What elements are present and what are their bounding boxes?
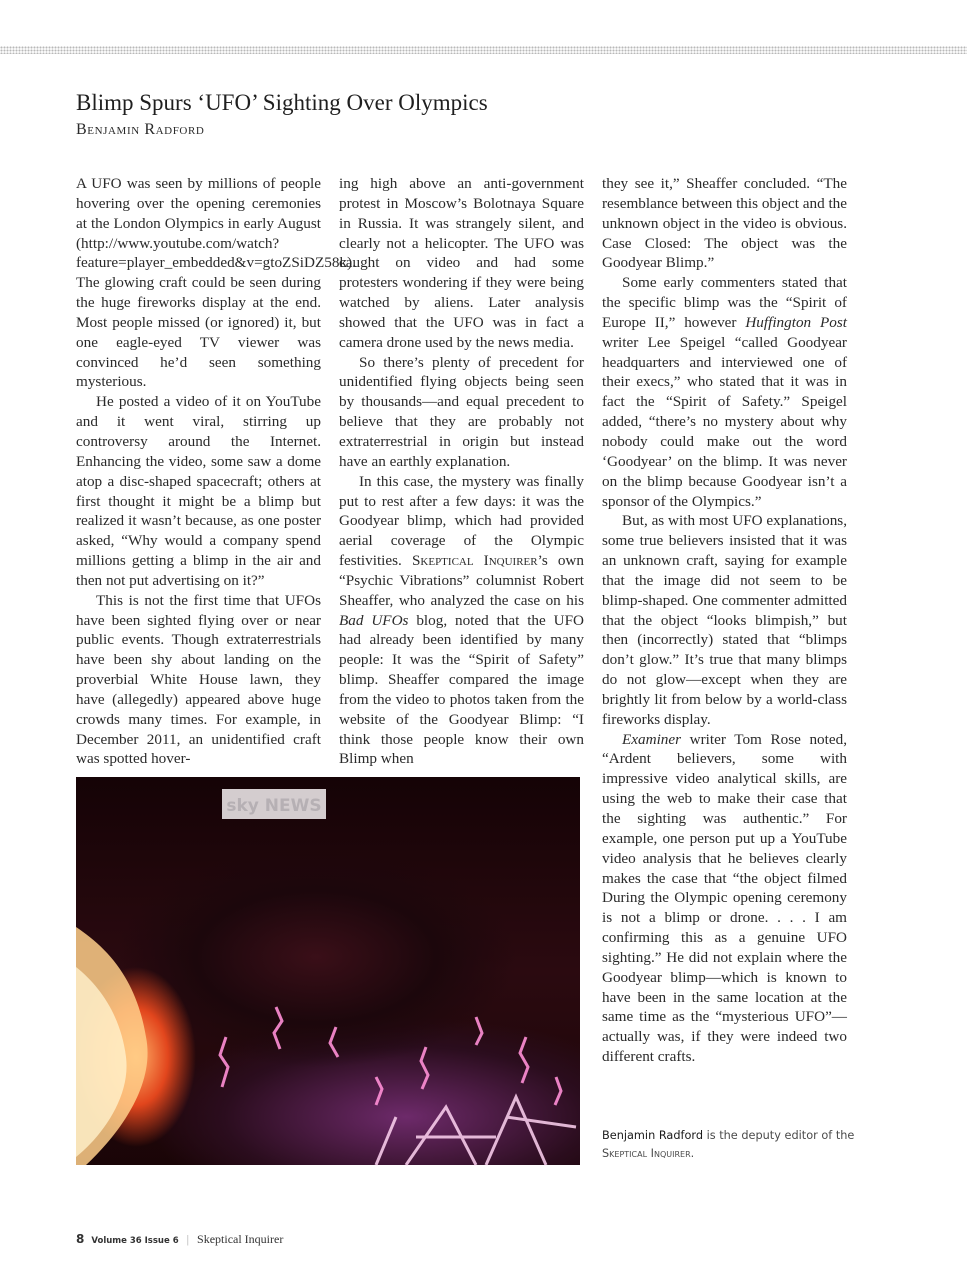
- bio-publication: Skeptical Inquirer: [602, 1147, 691, 1160]
- col2-p3-text-a: In this case, the mystery was finally put to rest after a few days: it was the Goodyear blimp, which had provided aerial coverage of the Olympic festivities.: [339, 472, 584, 570]
- footer-separator: |: [186, 1232, 190, 1246]
- photo-artwork: [76, 777, 580, 1165]
- bio-author-name: Benjamin Radford: [602, 1129, 704, 1142]
- article-title: Blimp Spurs ‘UFO’ Sighting Over Olympics: [76, 90, 488, 115]
- col3-p4-text: writer Tom Rose noted, “Ardent believers, some with impressive video analytical skills, are using the web to make their case that the sighting was authentic.” For example, one person put up a YouTube video analysis that he believes clearly makes the case that “the object filmed During the Olympic opening ceremony is not a blimp or drone. . . . I am confirming this as a genuine UFO sighting.” He did not explain where the Goodyear blimp—which is known to have been in the same location at the same time as the “mysterious UFO”—actually was, if they were indeed two different crafts.: [602, 730, 847, 1066]
- publication-name: Huffington Post: [745, 313, 847, 331]
- ufo-video-still-photo: [76, 777, 580, 1165]
- bio-text: is the deputy editor of the: [703, 1129, 855, 1142]
- sky-news-logo-text: sky NEWS: [226, 796, 322, 816]
- column-3: [602, 174, 847, 1114]
- bio-end: .: [690, 1147, 695, 1160]
- col2-p3-text-c: blog, noted that the UFO had already been identified by many people: It was the “Spirit of Safety” blimp. Sheaffer compared the image from the video to photos taken from the website of the Goodyear Blimp: “I think those people know their own Blimp when: [339, 611, 584, 768]
- firework-sparks: [220, 1007, 561, 1105]
- column-1: [76, 174, 356, 770]
- article-byline: Benjamin Radford: [76, 121, 205, 138]
- page-number: 8: [76, 1232, 85, 1246]
- col3-p2-text-a: Some early commenters stated that the specific blimp was the “Spirit of Europe II,” however: [602, 274, 847, 331]
- col1-paragraph-1: A UFO was seen by millions of people hovering over the opening ceremonies at the London Olympics in early August (http://www.youtube.com/watch?feature=player_embedded&v=gtoZSiDZ58k). The glowing craft could be seen during the huge fireworks display at the end. Most people missed (or ignored) it, but one eagle-eyed TV viewer was convinced he’d seen something mysterious.: [76, 175, 356, 391]
- col2-paragraph-1: ing high above an anti-government protest in Moscow’s Bolotnaya Square in Russia. It was strangely silent, and clearly not a helicopter. The UFO was caught on video and had some protesters wondering if they were being watched by aliens. Later analysis showed that the UFO was in fact a camera drone used by the news media.: [339, 175, 584, 351]
- author-bio: [602, 1127, 862, 1163]
- col2-p3-text-b: ’s own “Psychic Vibrations” columnist Robert Sheaffer, who analyzed the case on his: [339, 552, 584, 609]
- dotted-header-rule: [0, 46, 967, 54]
- col3-paragraph-3: But, as with most UFO explanations, some true believers insisted that it was an unknown craft, saying for example that the image did not seem to be blimp-shaped. One commenter admitted that the object “looks blimpish,” but then (incorrectly) stated that “blimps don’t glow.” It’s true that many blimps do not glow—except when they are brightly lit from below by a world-class fireworks display.: [602, 512, 847, 728]
- col3-p2-text-b: writer Lee Speigel “called Goodyear headquarters and interviewed one of their execs,” who stated that it was in fact the “Spirit of Safety.” Speigel added, “there’s no mystery about why nobody could make out the word ‘Goodyear’ on the blimp. It was never on the blimp because Goodyear isn’t a sponsor of the Olympics.”: [602, 333, 847, 510]
- magazine-name: Skeptical Inquirer: [411, 552, 538, 570]
- volume-issue: Volume 36 Issue 6: [91, 1236, 179, 1246]
- footer-magazine-name: Skeptical Inquirer: [197, 1232, 284, 1246]
- col3-paragraph-4: [602, 730, 847, 1067]
- blog-name: Bad UFOs: [339, 611, 409, 629]
- col1-paragraph-3: This is not the first time that UFOs have been sighted flying over or near public events. Though extraterrestrials have been shy about landing on the proverbial White House lawn, they have (allegedly) appeared above huge crowds many times. For example, in December 2011, an unidentified craft was spotted hover-: [76, 591, 321, 768]
- examiner-name: Examiner: [622, 730, 682, 748]
- col3-paragraph-1: they see it,” Sheaffer concluded. “The resemblance between this object and the unknown object in the video is obvious. Case Closed: The object was the Goodyear Blimp.”: [602, 175, 848, 272]
- col1-paragraph-2: He posted a video of it on YouTube and it went viral, stirring up controversy around the Internet. Enhancing the video, some saw a dome atop a disc-shaped spacecraft; others at first thought it might be a blimp but realized it wasn’t because, as one poster asked, “Why would a company spend millions getting a blimp in the air and then not put advertising on it?”: [76, 393, 321, 589]
- stadium-structure: [376, 1097, 576, 1165]
- col2-paragraph-2: So there’s plenty of precedent for unidentified flying objects being seen by thousands—and equal precedent to believe that they are probably not extraterrestrial in origin but instead have an earthly explanation.: [339, 353, 584, 470]
- col2-paragraph-3: [339, 472, 584, 770]
- col3-paragraph-2: [602, 273, 847, 511]
- column-2: [339, 174, 584, 770]
- page-footer: [76, 1232, 283, 1247]
